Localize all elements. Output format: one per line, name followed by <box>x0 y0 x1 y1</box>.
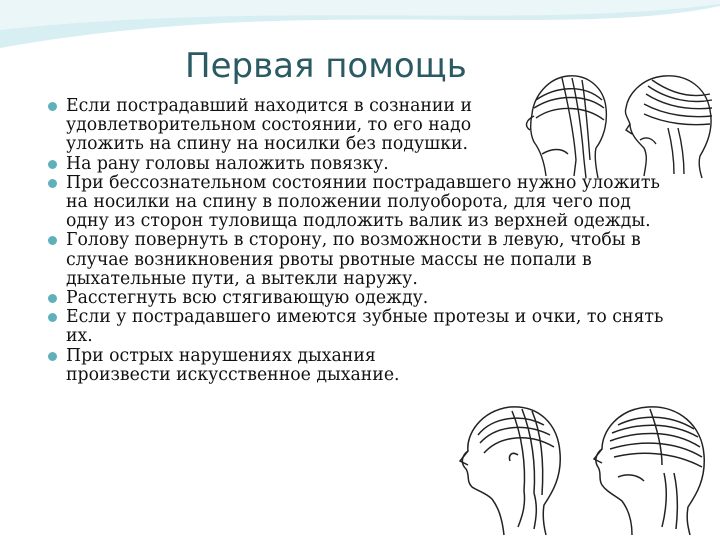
bullet-text: Расстегнуть всю стягивающую одежду. <box>66 288 429 309</box>
bullet-text: При острых нарушениях дыхания произвести искусственное дыхание. <box>66 345 400 385</box>
bandaged-head-illustration <box>622 64 720 182</box>
bullet-text: Голову повернуть в сторону, по возможности в левую, чтобы в случае возникновения рвоты рвотные массы не попали в дыхательные пути, а вытекли наружу. <box>66 230 641 289</box>
list-item <box>48 231 668 289</box>
bullet-text: На рану головы наложить повязку. <box>66 153 389 174</box>
page-title: Первая помощь <box>185 46 467 86</box>
list-item <box>48 347 406 385</box>
bullet-icon <box>48 160 57 169</box>
bandaged-head-illustration <box>588 395 712 537</box>
bullet-text: Если пострадавший находится в сознании и удовлетворительном состоянии, то его надо уложить на спину на носилки без подушки. <box>66 96 472 155</box>
list-item <box>48 174 668 232</box>
bandaged-head-illustration <box>452 395 572 537</box>
list-item <box>48 289 668 308</box>
bandaged-head-illustration <box>516 64 616 182</box>
bullet-text: При бессознательном состоянии пострадавшего нужно уложить на носилки на спину в положении полуоборота, для чего под одну из сторон туловища подложить валик из верхней одежды. <box>66 172 660 232</box>
bullet-icon <box>48 313 57 322</box>
bullet-icon <box>48 236 57 245</box>
bullet-text: Если у пострадавшего имеются зубные протезы и очки, то снять их. <box>66 307 664 347</box>
list-item <box>48 97 506 155</box>
list-item <box>48 308 668 346</box>
bullet-icon <box>48 294 57 303</box>
bullet-icon <box>48 179 57 188</box>
bullet-icon <box>48 102 57 111</box>
bullet-icon <box>48 352 57 361</box>
